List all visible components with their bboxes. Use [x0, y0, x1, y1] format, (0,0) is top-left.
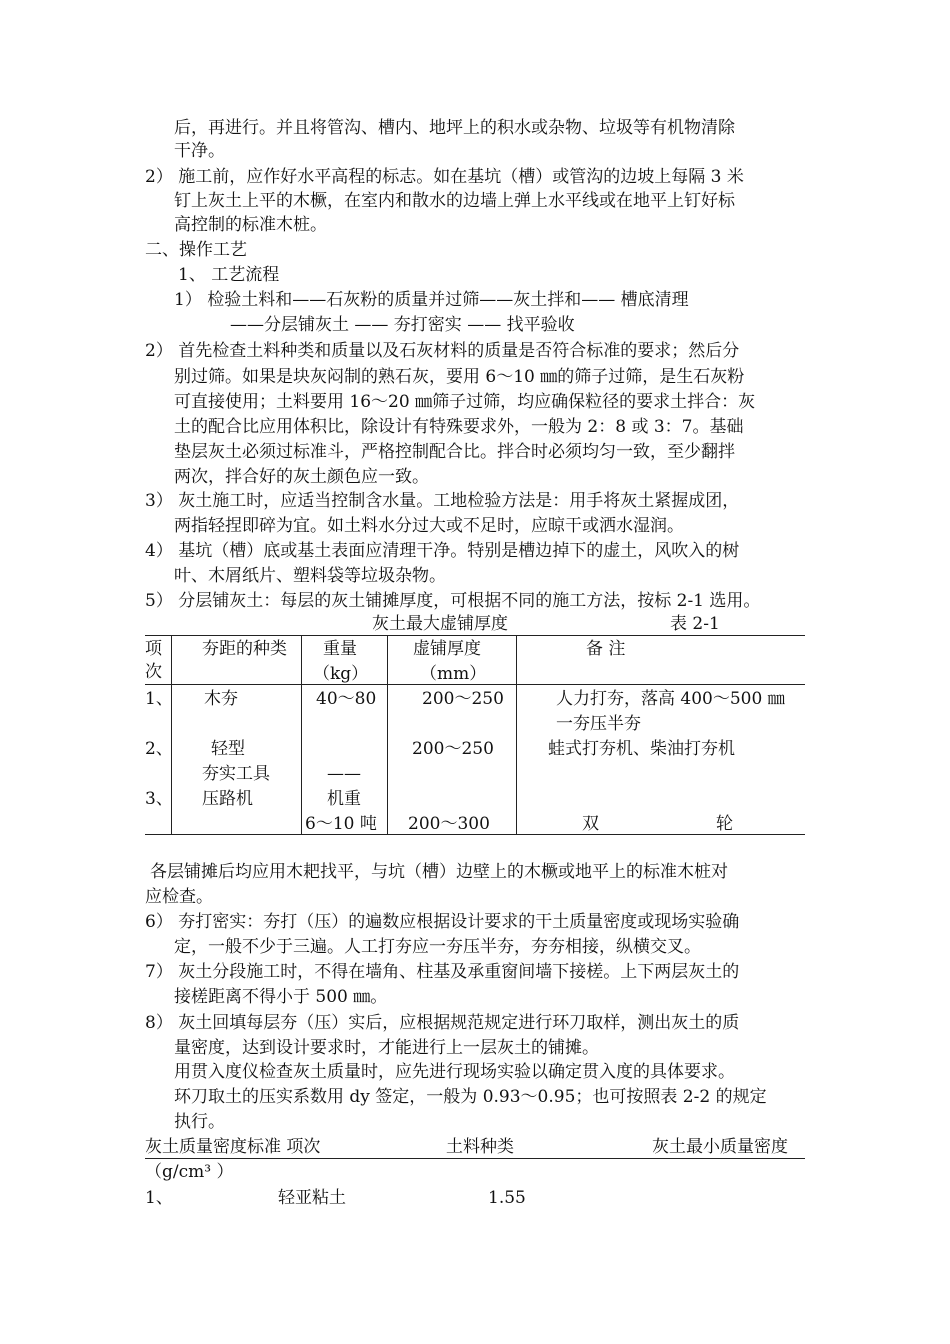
paragraph-line: 两次，拌合好的灰土颜色应一致。 [174, 467, 429, 487]
table-cell: 双 [582, 814, 599, 834]
table-cell: 200～300 [408, 814, 490, 834]
table-cell: 1、 [145, 689, 173, 709]
table-rule-top [145, 635, 805, 636]
paragraph-line: 干净。 [174, 141, 225, 161]
section-heading: 二、操作工艺 [145, 240, 247, 260]
table-cell: 轮 [716, 814, 733, 834]
table-cell: 夯实工具 [202, 764, 270, 784]
table-cell: 轻型 [211, 739, 245, 759]
paragraph-line: 垫层灰土必须过标准斗，严格控制配合比。拌合时必须均匀一致，至少翻拌 [174, 442, 735, 462]
paragraph-line: 6） 夯打密实：夯打（压）的遍数应根据设计要求的干土质量密度或现场实验确 [145, 912, 740, 932]
table-cell: 2、 [145, 739, 173, 759]
table-rule-bottom [145, 834, 805, 835]
table-header-cell: 灰土最小质量密度 [652, 1137, 788, 1157]
table-cell: —— [327, 764, 361, 784]
table-caption: 灰土最大虚铺厚度 [372, 614, 508, 634]
paragraph-line: 钉上灰土上平的木橛，在室内和散水的边墙上弹上水平线或在地平上钉好标 [174, 191, 735, 211]
paragraph-line: 应检查。 [145, 887, 213, 907]
table-cell: 压路机 [202, 789, 253, 809]
table-cell: 1.55 [488, 1188, 526, 1208]
paragraph-line: 别过筛。如果是块灰闷制的熟石灰，要用 6～10 ㎜的筛子过筛，是生石灰粉 [174, 367, 745, 387]
subsection-heading: 1、 工艺流程 [178, 265, 280, 285]
table-header-cell: 次 [145, 662, 162, 682]
table-header-cell: 备 注 [586, 639, 626, 659]
paragraph-line: 5） 分层铺灰土：每层的灰土铺摊厚度，可根据不同的施工方法，按标 2-1 选用。 [145, 591, 761, 611]
paragraph-line: 土的配合比应用体积比，除设计有特殊要求外，一般为 2：8 或 3：7。基础 [174, 417, 744, 437]
table-col-divider [387, 635, 388, 834]
table-col-divider [301, 635, 302, 834]
paragraph-line: 高控制的标准木桩。 [174, 215, 327, 235]
table-rule-top [145, 1158, 805, 1159]
paragraph-line: 7） 灰土分段施工时，不得在墙角、柱基及承重窗间墙下接槎。上下两层灰土的 [145, 962, 740, 982]
paragraph-line: 执行。 [174, 1112, 225, 1132]
table-number: 表 2-1 [670, 614, 720, 634]
paragraph-line: 后，再进行。并且将管沟、槽内、地坪上的积水或杂物、垃圾等有机物清除 [174, 118, 735, 138]
table-cell: 人力打夯，落高 400～500 ㎜ [556, 689, 785, 709]
table-cell: 机重 [327, 789, 361, 809]
paragraph-line: 2） 施工前，应作好水平高程的标志。如在基坑（槽）或管沟的边坡上每隔 3 米 [145, 167, 744, 187]
table-cell: 1、 [145, 1188, 173, 1208]
paragraph-line: 量密度，达到设计要求时，才能进行上一层灰土的铺摊。 [174, 1038, 599, 1058]
paragraph-line: 环刀取土的压实系数用 dy 签定，一般为 0.93～0.95；也可按照表 2-2 的规定 [174, 1087, 767, 1107]
table-col-divider [516, 635, 517, 834]
paragraph-line: 接槎距离不得小于 500 ㎜。 [174, 987, 388, 1007]
paragraph-line: 8） 灰土回填每层夯（压）实后，应根据规范规定进行环刀取样，测出灰土的质 [145, 1013, 740, 1033]
paragraph-line: 4） 基坑（槽）底或基土表面应清理干净。特别是槽边掉下的虚土，风吹入的树 [145, 541, 740, 561]
table-header-cell: 土料种类 [446, 1137, 514, 1157]
paragraph-line: 两指轻捏即碎为宜。如土料水分过大或不足时，应晾干或洒水湿润。 [174, 516, 684, 536]
flow-line: ——分层铺灰土 —— 夯打密实 —— 找平验收 [230, 315, 575, 335]
paragraph-line: 2） 首先检查土料种类和质量以及石灰材料的质量是否符合标准的要求；然后分 [145, 341, 740, 361]
paragraph-line: 叶、木屑纸片、塑料袋等垃圾杂物。 [174, 566, 446, 586]
paragraph-line: 可直接使用；土料要用 16～20 ㎜筛子过筛，均应确保粒径的要求土拌合：灰 [174, 392, 756, 412]
table-cell: 木夯 [204, 689, 238, 709]
paragraph-line: 各层铺摊后均应用木耙找平，与坑（槽）边壁上的木橛或地平上的标准木桩对 [150, 862, 728, 882]
table-unit: （g/cm³ ） [145, 1162, 234, 1182]
table-cell: 6～10 吨 [305, 814, 377, 834]
table-cell: 200～250 [412, 739, 494, 759]
table-cell: 轻亚粘土 [278, 1188, 346, 1208]
table-header-cell: 灰土质量密度标准 项次 [145, 1137, 321, 1157]
paragraph-line: 定，一般不少于三遍。人工打夯应一夯压半夯，夯夯相接，纵横交叉。 [174, 937, 701, 957]
table-cell: 蛙式打夯机、柴油打夯机 [548, 739, 735, 759]
table-rule-header [145, 684, 805, 685]
table-header-cell: 项 [145, 639, 162, 659]
flow-line: 1） 检验土料和——石灰粉的质量并过筛——灰土拌和—— 槽底清理 [174, 290, 689, 310]
table-header-cell: （kg） [313, 664, 369, 684]
table-header-cell: 夯距的种类 [202, 639, 287, 659]
table-header-cell: （mm） [420, 664, 487, 684]
paragraph-line: 3） 灰土施工时，应适当控制含水量。工地检验方法是：用手将灰土紧握成团， [145, 491, 740, 511]
table-cell: 40～80 [316, 689, 377, 709]
table-cell: 一夯压半夯 [556, 714, 641, 734]
table-header-cell: 虚铺厚度 [413, 639, 481, 659]
table-header-cell: 重量 [323, 639, 357, 659]
table-cell: 200～250 [422, 689, 504, 709]
table-cell: 3、 [145, 789, 173, 809]
paragraph-line: 用贯入度仪检查灰土质量时，应先进行现场实验以确定贯入度的具体要求。 [174, 1062, 735, 1082]
